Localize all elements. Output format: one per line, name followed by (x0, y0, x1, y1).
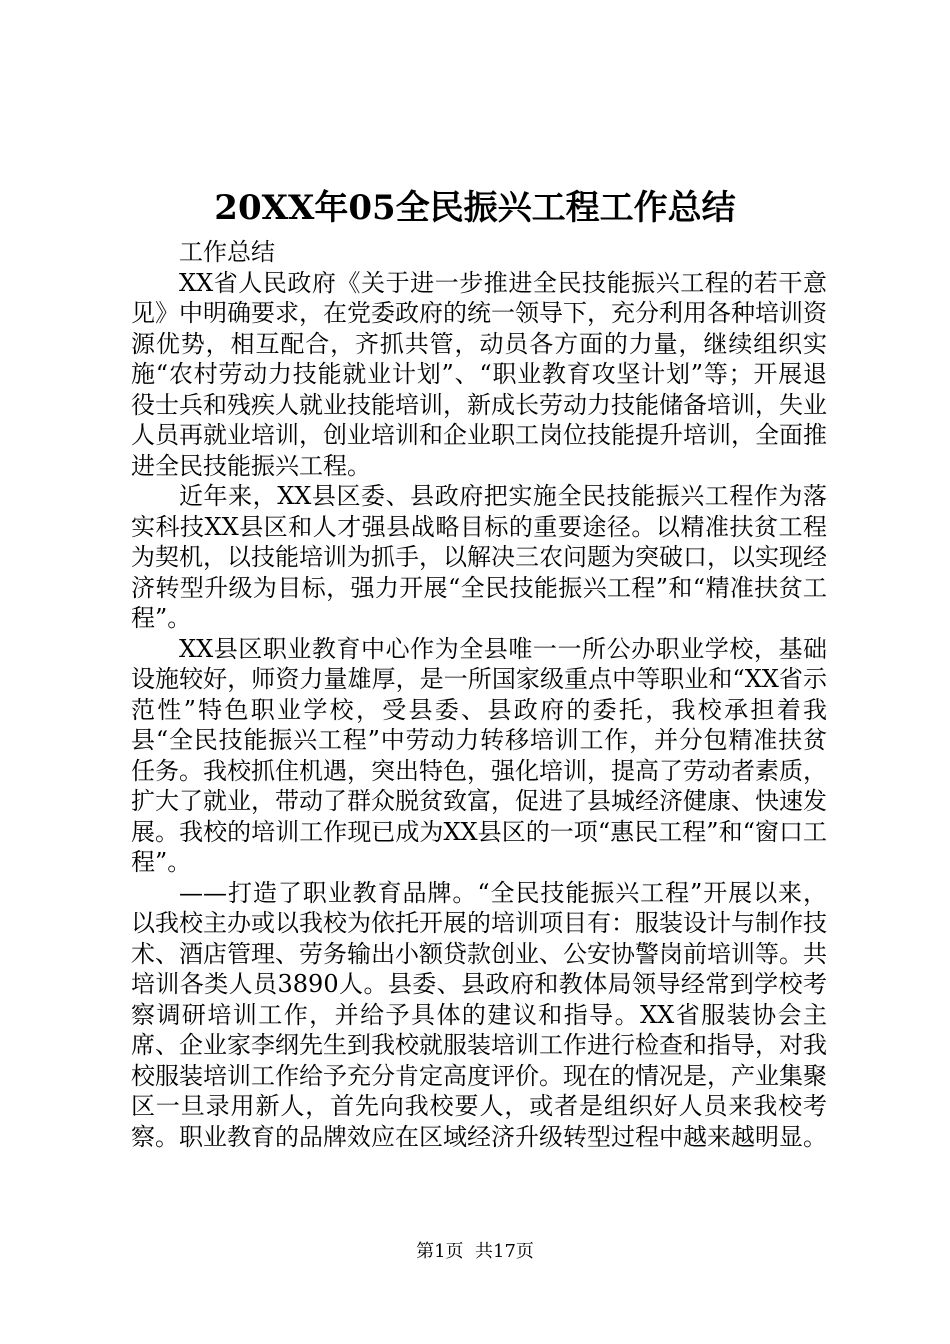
paragraph: 近年来，XX县区委、县政府把实施全民技能振兴工程作为落实科技XX县区和人才强县战略目标的重要途径。以精准扶贫工程为契机，以技能培训为抓手，以解决三农问题为突破口，以实现经济转型升级为目标，强力开展“全民技能振兴工程”和“精准扶贫工程”。 (131, 482, 827, 632)
page-total: 共17页 (475, 1241, 534, 1262)
paragraph: ——打造了职业教育品牌。“全民技能振兴工程”开展以来，以我校主办或以我校为依托开展的培训项目有：服装设计与制作技术、酒店管理、劳务输出小额贷款创业、公安协警岗前培训等。共培训各类人员3890人。县委、县政府和教体局领导经常到学校考察调研培训工作，并给予具体的建议和指导。XX省服装协会主席、企业家李纲先生到我校就服装培训工作进行检查和指导，对我校服装培训工作给予充分肯定高度评价。现在的情况是，产业集聚区一旦录用新人，首先向我校要人，或者是组织好人员来我校考察。职业教育的品牌效应在区域经济升级转型过程中越来越明显。 (131, 878, 827, 1151)
paragraph: XX县区职业教育中心作为全县唯一一所公办职业学校，基础设施较好，师资力量雄厚，是一所国家级重点中等职业和“XX省示范性”特色职业学校，受县委、县政府的委托，我校承担着我县“全民技能振兴工程”中劳动力转移培训工作，并分包精准扶贫任务。我校抓住机遇，突出特色，强化培训，提高了劳动者素质，扩大了就业，带动了群众脱贫致富，促进了县城经济健康、快速发展。我校的培训工作现已成为XX县区的一项“惠民工程”和“窗口工程”。 (131, 634, 827, 876)
paragraph-heading: 工作总结 (179, 238, 275, 266)
page-number: 第1页 (416, 1241, 464, 1262)
document-body (131, 237, 827, 1152)
document-title: 20XX年05全民振兴工程工作总结 (214, 188, 736, 228)
page-footer (0, 1240, 950, 1264)
paragraph: XX省人民政府《关于进一步推进全民技能振兴工程的若干意见》中明确要求，在党委政府的统一领导下，充分利用各种培训资源优势，相互配合，齐抓共管，动员各方面的力量，继续组织实施“农村劳动力技能就业计划”、“职业教育攻坚计划”等；开展退役士兵和残疾人就业技能培训，新成长劳动力技能储备培训，失业人员再就业培训，创业培训和企业职工岗位技能提升培训，全面推进全民技能振兴工程。 (131, 268, 827, 480)
